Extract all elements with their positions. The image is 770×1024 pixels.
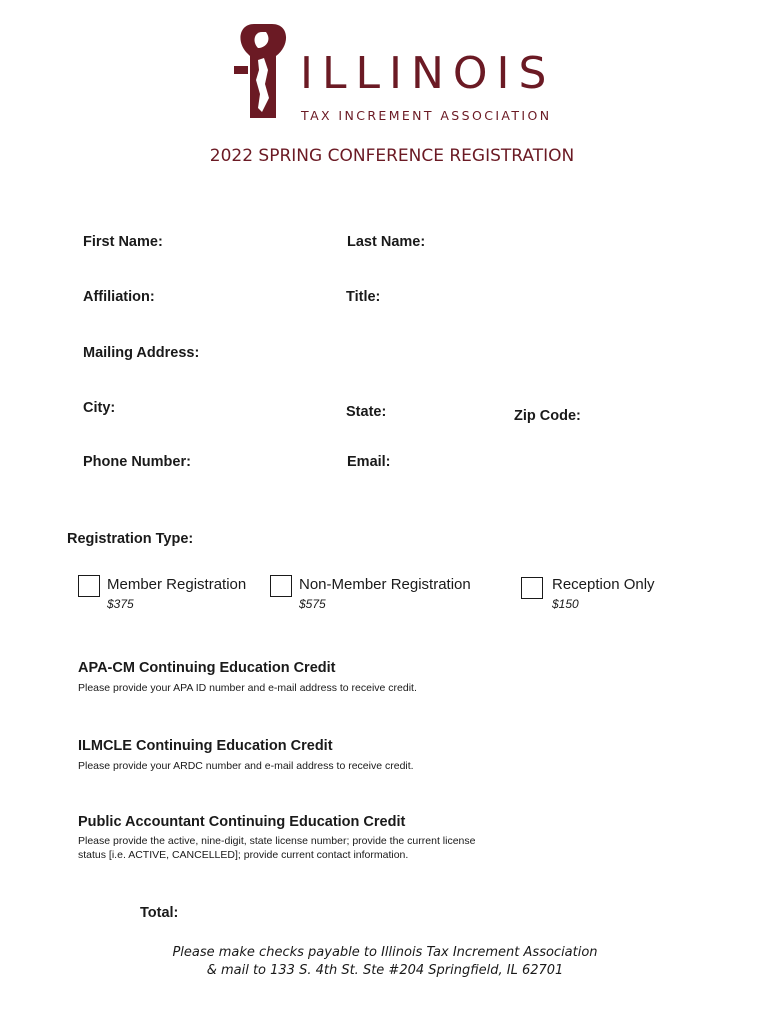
city-label: City: (83, 400, 116, 416)
reception-only-checkbox[interactable] (521, 577, 543, 599)
public-accountant-credit-heading: Public Accountant Continuing Education Credit (78, 814, 406, 830)
member-registration-checkbox[interactable] (78, 575, 100, 597)
phone-number-label: Phone Number: (83, 454, 191, 470)
page-title: 2022 SPRING CONFERENCE REGISTRATION (209, 146, 575, 166)
ilmcle-credit-heading: ILMCLE Continuing Education Credit (78, 738, 333, 754)
zip-code-label: Zip Code: (514, 408, 581, 424)
footer-mailing-address: & mail to 133 S. 4th St. Ste #204 Springfield, IL 62701 (206, 963, 564, 978)
affiliation-label: Affiliation: (83, 289, 155, 305)
org-name: ILLINOIS (300, 48, 556, 99)
total-label: Total: (140, 905, 179, 921)
title-label: Title: (346, 289, 381, 305)
member-registration-price: $375 (107, 597, 134, 611)
email-label: Email: (347, 454, 391, 470)
member-registration-label: Member Registration (107, 576, 247, 593)
first-name-label: First Name: (83, 234, 163, 250)
non-member-registration-checkbox[interactable] (270, 575, 292, 597)
apa-credit-heading: APA-CM Continuing Education Credit (78, 660, 336, 676)
non-member-registration-label: Non-Member Registration (299, 576, 471, 593)
reception-only-label: Reception Only (552, 576, 655, 593)
public-accountant-note-line2: status [i.e. ACTIVE, CANCELLED]; provide current contact information. (78, 849, 409, 861)
footer-payment-note: Please make checks payable to Illinois Tax Increment Association (172, 945, 598, 960)
apa-credit-note: Please provide your APA ID number and e-mail address to receive credit. (78, 682, 417, 694)
ilmcle-credit-note: Please provide your ARDC number and e-mail address to receive credit. (78, 760, 414, 772)
mailing-address-label: Mailing Address: (83, 345, 200, 361)
non-member-registration-price: $575 (299, 597, 326, 611)
last-name-label: Last Name: (347, 234, 426, 250)
reception-only-price: $150 (552, 597, 579, 611)
registration-type-heading: Registration Type: (67, 531, 194, 547)
illinois-logo-icon (232, 18, 294, 124)
public-accountant-note-line1: Please provide the active, nine-digit, state license number; provide the current license (78, 835, 476, 847)
state-label: State: (346, 404, 387, 420)
org-subtitle: TAX INCREMENT ASSOCIATION (301, 108, 552, 123)
